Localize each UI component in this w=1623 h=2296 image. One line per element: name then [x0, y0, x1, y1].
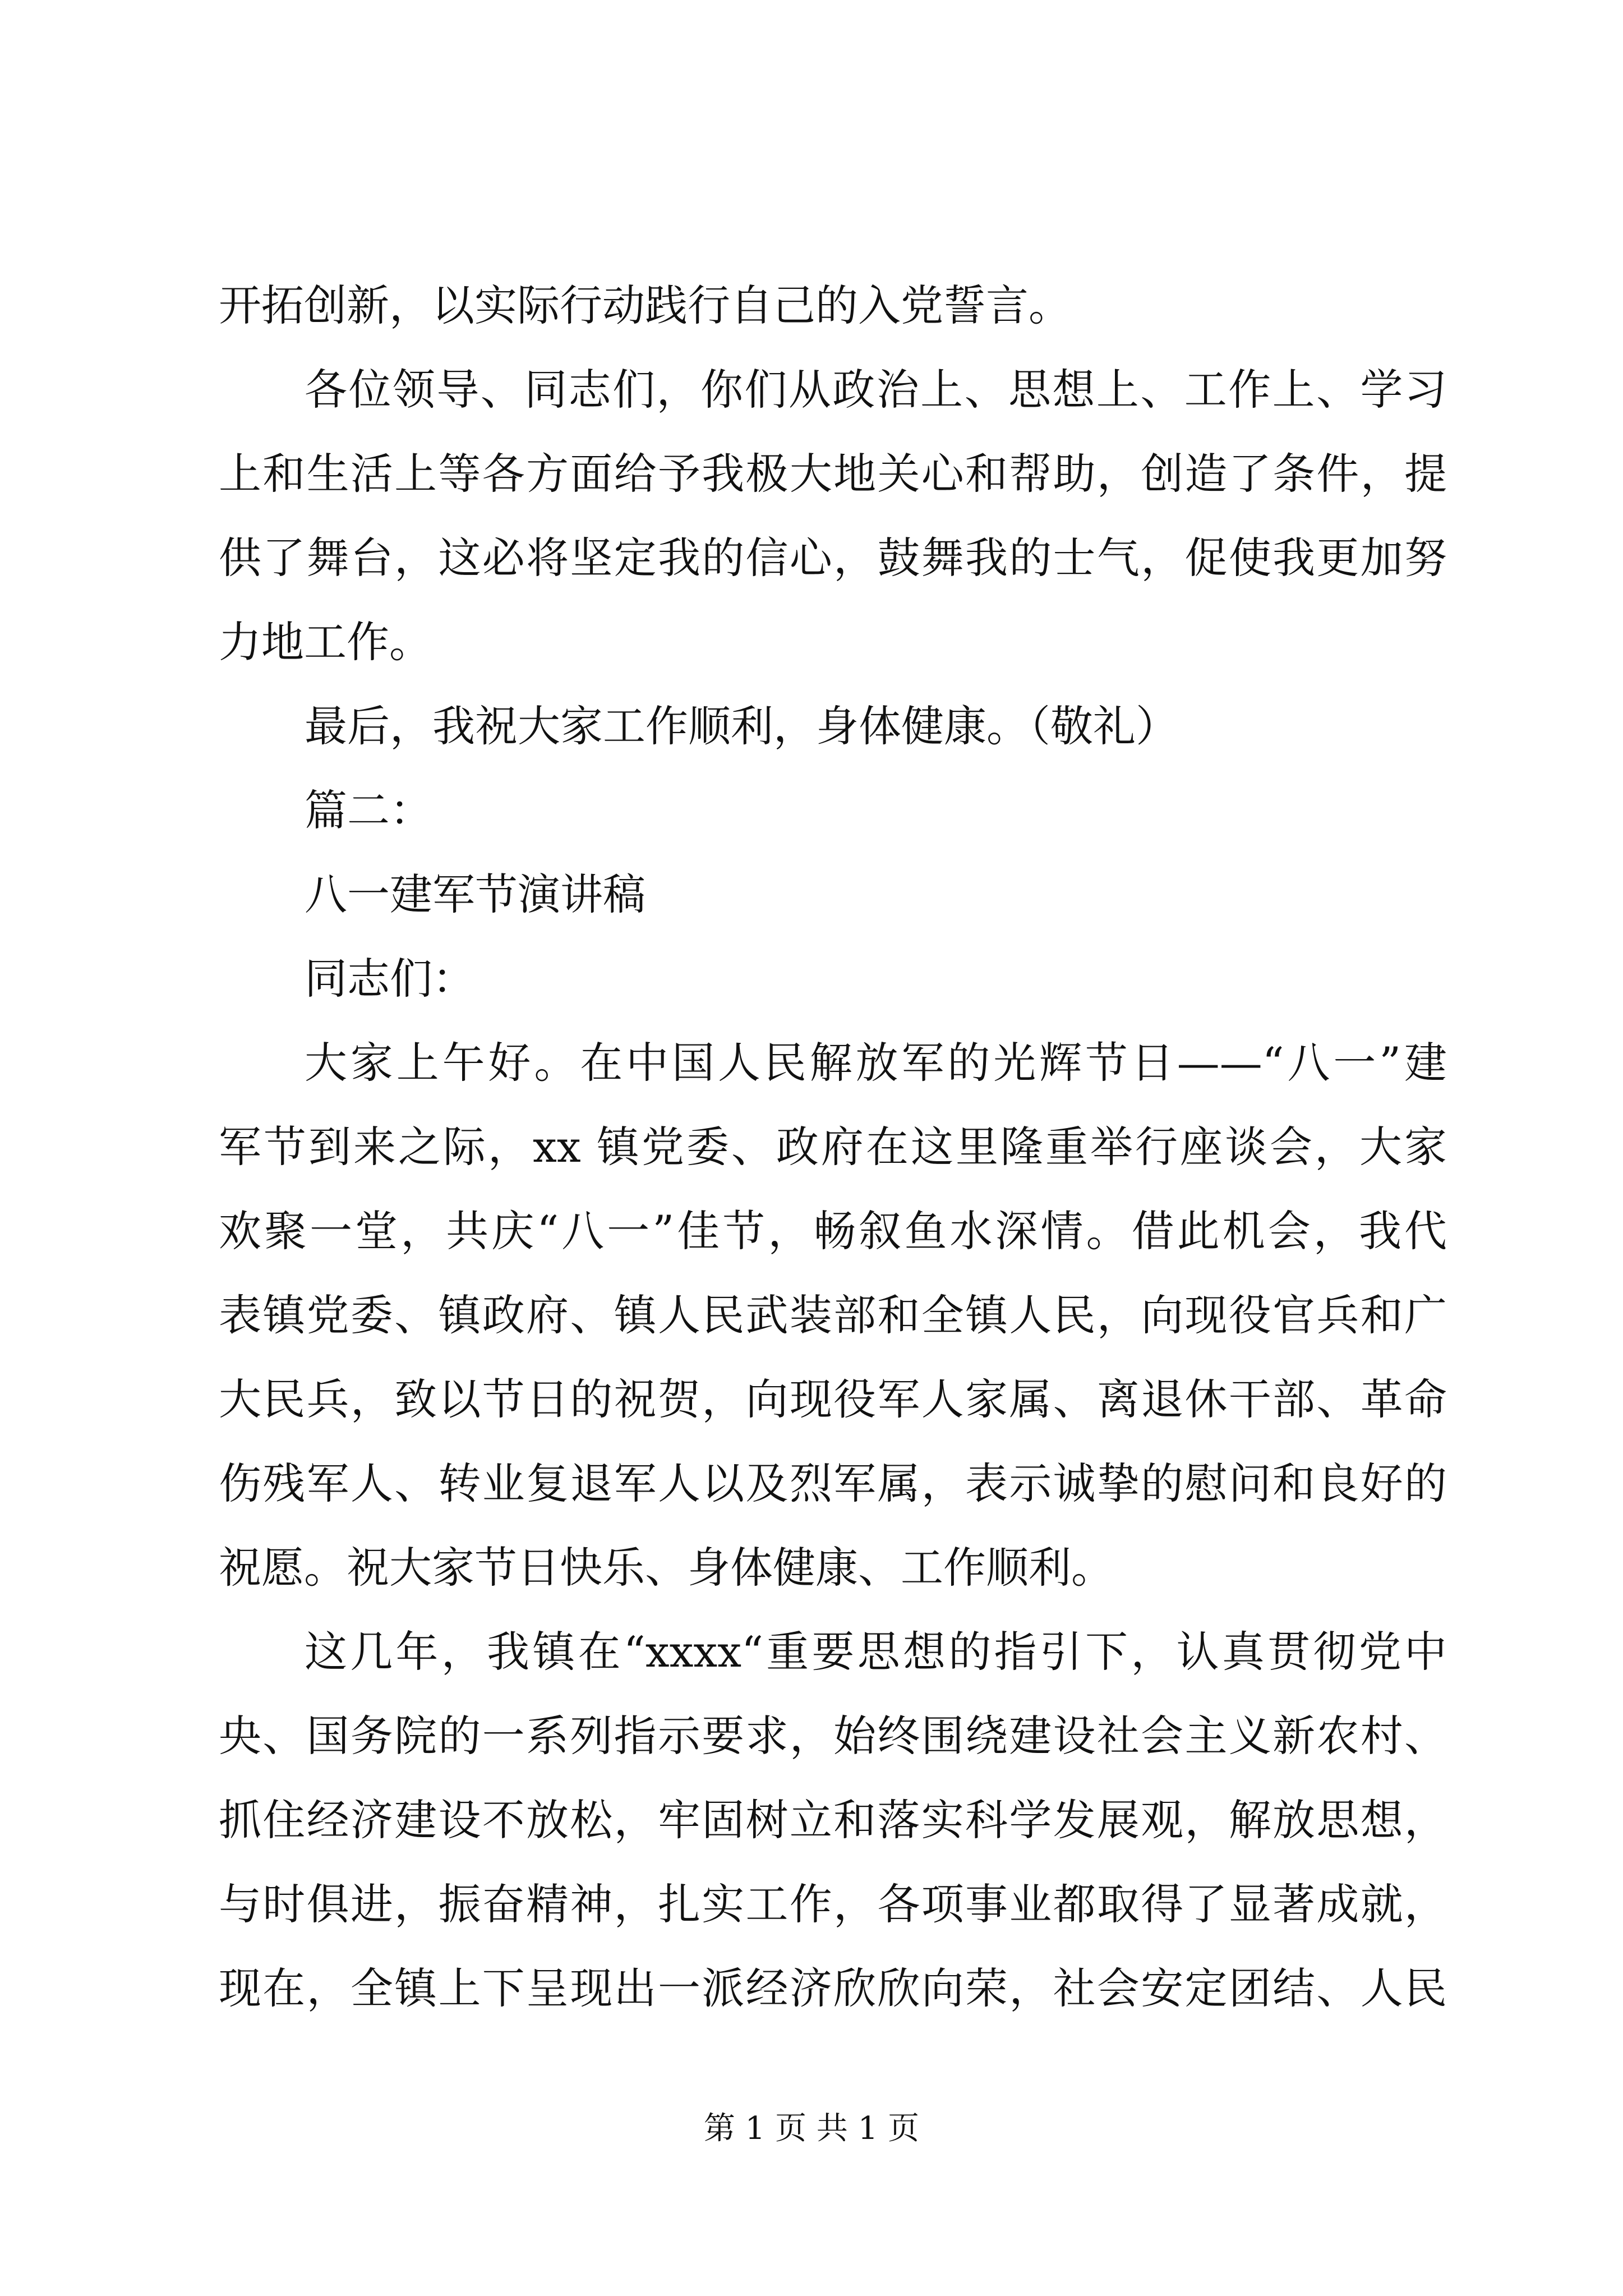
text-line: 上和生活上等各方面给予我极大地关心和帮助，创造了条件，提 — [219, 449, 1447, 499]
text-line: 欢聚一堂，共庆“八一”佳节，畅叙鱼水深情。借此机会，我代 — [219, 1206, 1447, 1256]
text-line: 这几年，我镇在“xxxx“重要思想的指引下，认真贯彻党中 — [305, 1627, 1447, 1677]
text-line: 抓住经济建设不放松，牢固树立和落实科学发展观，解放思想， — [219, 1795, 1447, 1845]
text-line: 大民兵，致以节日的祝贺，向现役军人家属、离退休干部、革命 — [219, 1374, 1447, 1424]
text-line: 与时俱进，振奋精神，扎实工作，各项事业都取得了显著成就， — [219, 1879, 1447, 1929]
text-line: 最后，我祝大家工作顺利，身体健康。（敬礼） — [305, 701, 1178, 751]
page-footer: 第 1 页 共 1 页 — [703, 2110, 920, 2147]
text-line: 军节到来之际，xx 镇党委、政府在这里隆重举行座谈会，大家 — [219, 1122, 1447, 1172]
text-line: 力地工作。 — [219, 617, 432, 667]
document-body — [219, 264, 1447, 2031]
text-line: 表镇党委、镇政府、镇人民武装部和全镇人民，向现役官兵和广 — [219, 1290, 1447, 1340]
text-line: 供了舞台，这必将坚定我的信心，鼓舞我的士气，促使我更加努 — [219, 533, 1447, 583]
text-line: 八一建军节演讲稿 — [305, 869, 645, 919]
text-line: 现在，全镇上下呈现出一派经济欣欣向荣，社会安定团结、人民 — [219, 1963, 1447, 2013]
text-line: 开拓创新，以实际行动践行自己的入党誓言。 — [219, 280, 1071, 330]
text-line: 大家上午好。在中国人民解放军的光辉节日——“八一”建 — [305, 1038, 1447, 1088]
text-line: 篇二： — [305, 785, 432, 835]
text-line: 祝愿。祝大家节日快乐、身体健康、工作顺利。 — [219, 1543, 1114, 1593]
text-line: 央、国务院的一系列指示要求，始终围绕建设社会主义新农村、 — [219, 1711, 1447, 1761]
text-line: 伤残军人、转业复退军人以及烈军属，表示诚挚的慰问和良好的 — [219, 1458, 1447, 1508]
text-line: 同志们： — [305, 954, 475, 1004]
text-line: 各位领导、同志们，你们从政治上、思想上、工作上、学习 — [305, 365, 1447, 415]
